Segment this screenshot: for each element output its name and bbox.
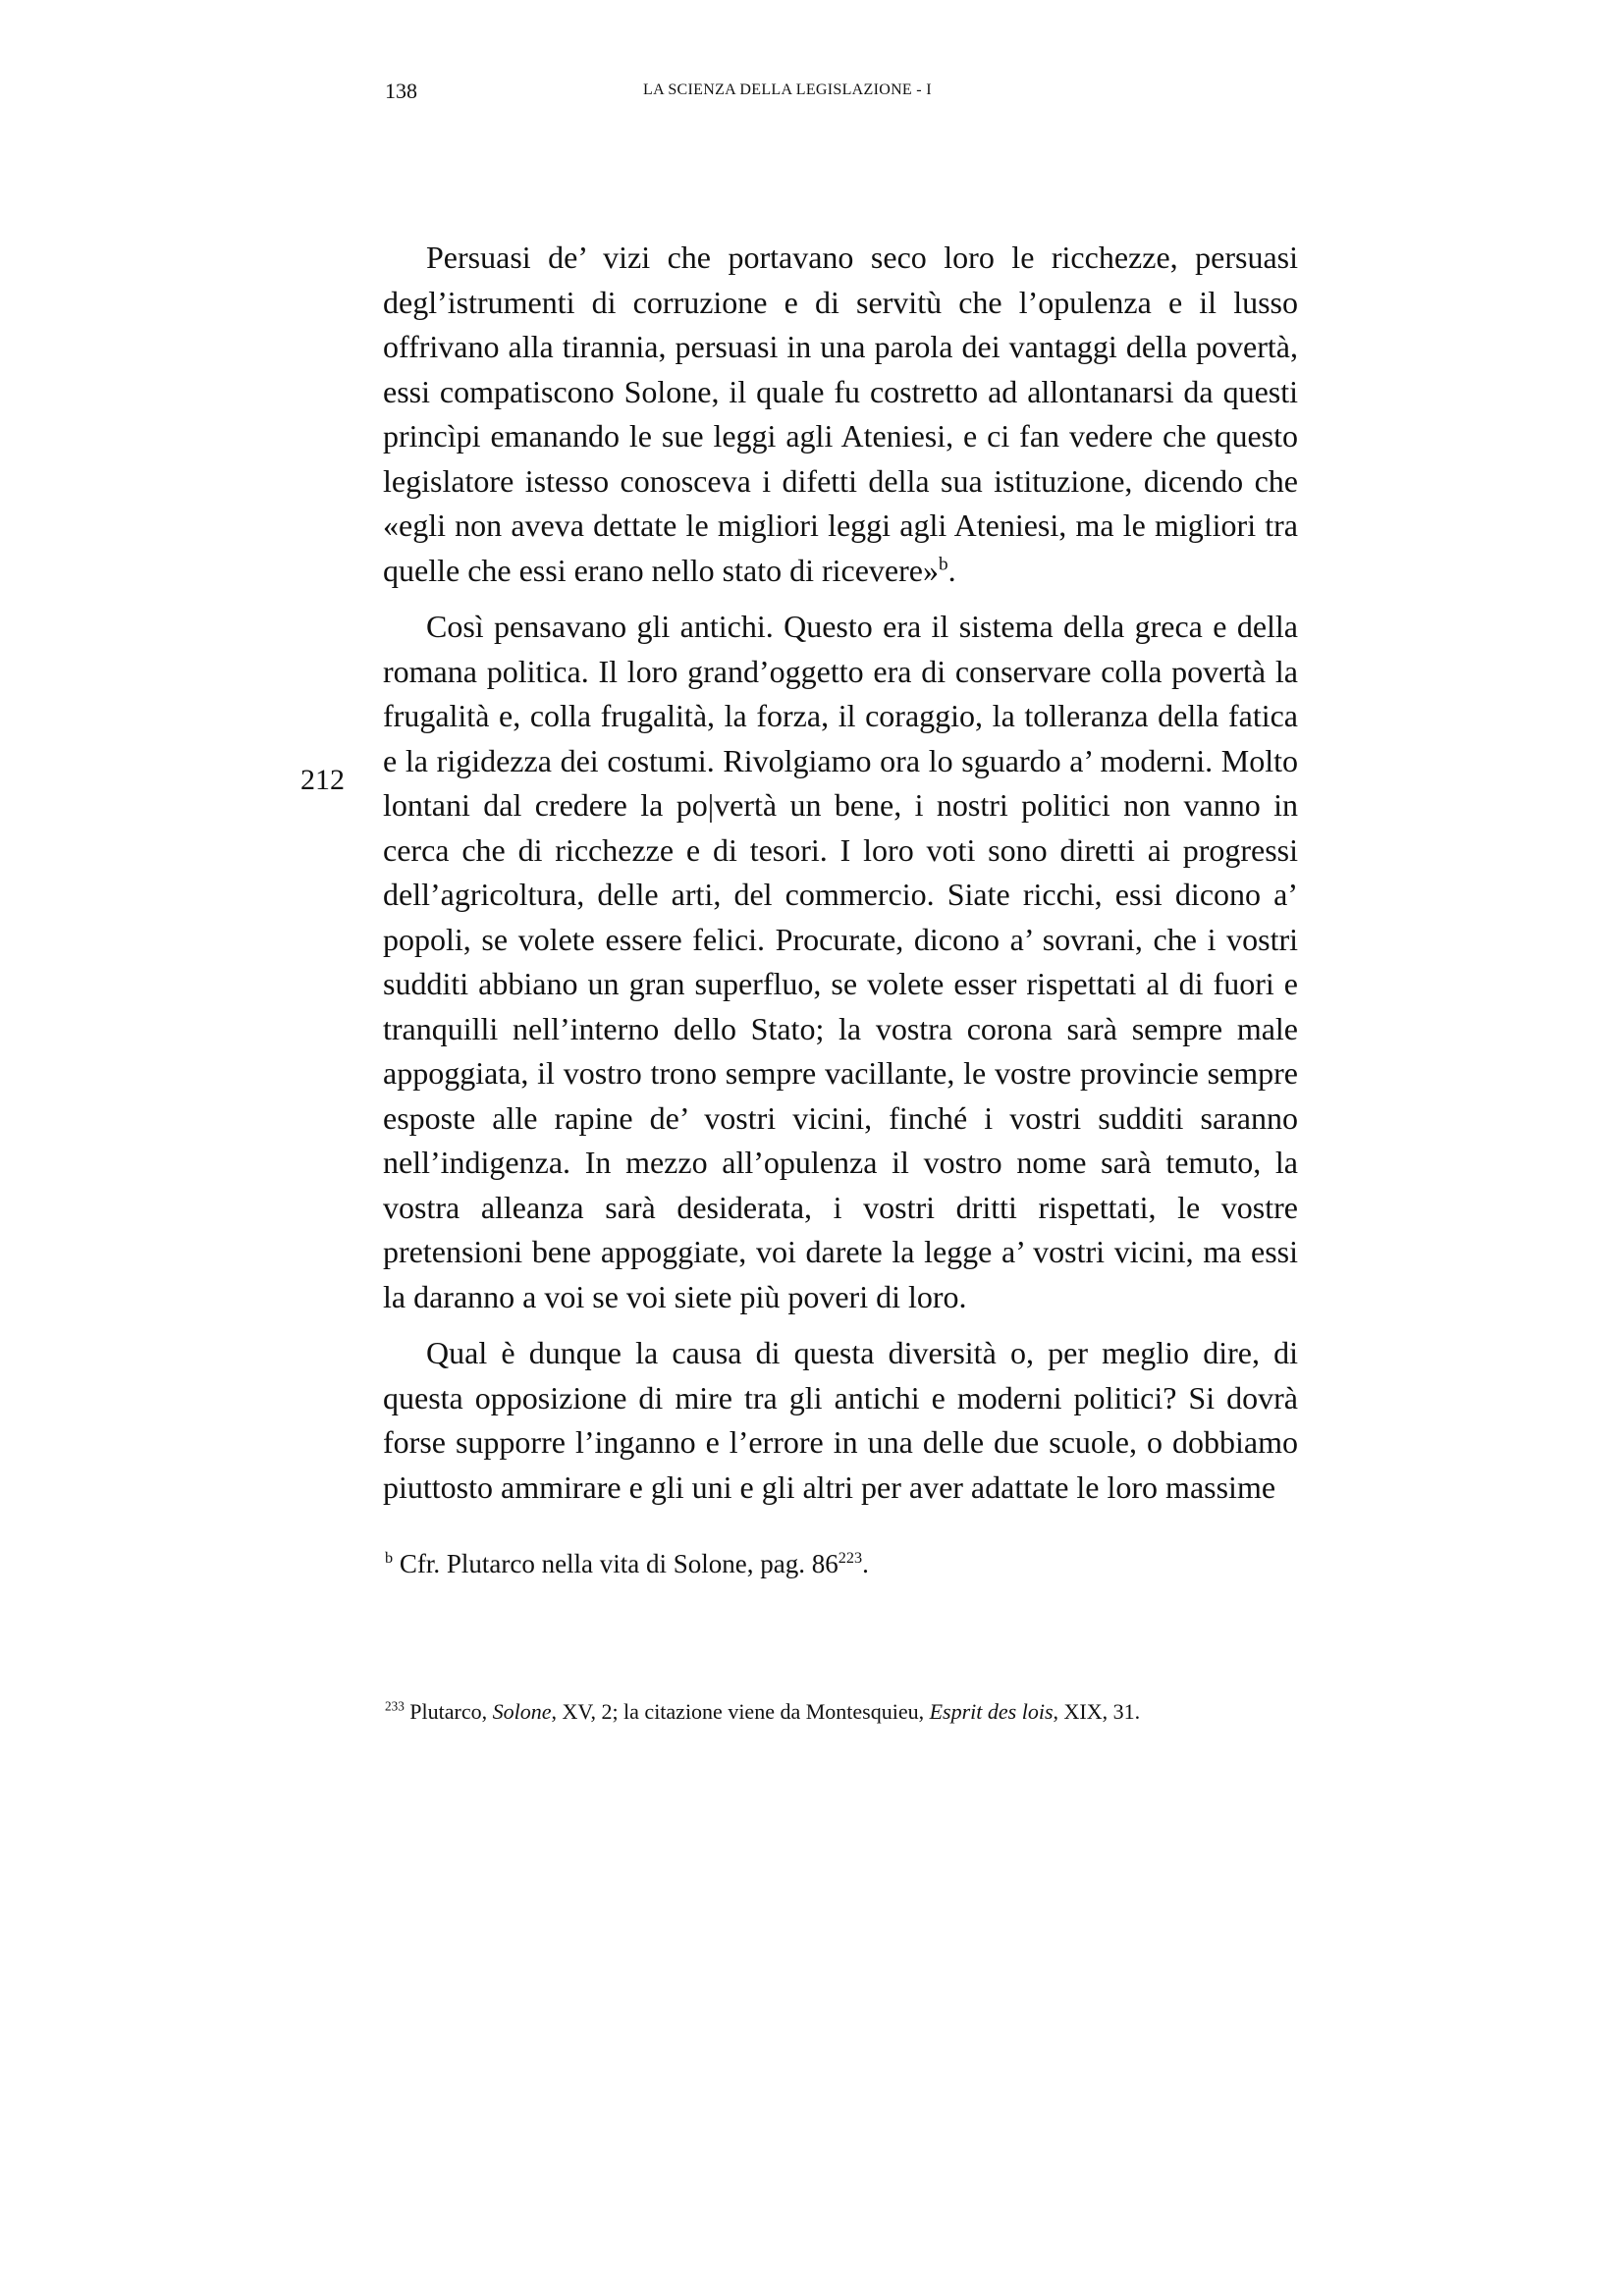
footnote-233-text-3: , XIX, 31. — [1053, 1699, 1141, 1724]
page-number: 138 — [385, 79, 417, 103]
page-break-marker: | — [707, 787, 715, 823]
footnote-233 — [385, 1699, 1140, 1725]
paragraph-1-text: Persuasi de’ vizi che portavano seco loro le ricchezze, persuasi degl’istrumenti di corruzione e di servitù che l’opulenza e il lusso offrivano alla tirannia, persuasi in una parola dei vantaggi della povertà, essi compatiscono Solone, il quale fu costretto ad allontanarsi da questi princìpi emanando le sue leggi agli Ateniesi, e ci fan vedere che questo legislatore istesso conosceva i difetti della sua istituzione, dicendo che «egli non aveva dettate le migliori leggi agli Ateniesi, ma le migliori tra quelle che essi erano nello stato di ricevere» — [383, 240, 1298, 588]
main-text — [383, 236, 1298, 1522]
paragraph-3-text: Qual è dunque la causa di questa diversità o, per meglio dire, di questa opposizione di mire tra gli antichi e moderni politici? Si dovrà forse supporre l’inganno e l’errore in una delle due scuole, o dobbiamo piuttosto ammirare e gli uni e gli altri per aver adattate le loro massime — [383, 1335, 1298, 1505]
paragraph-3 — [383, 1331, 1298, 1510]
margin-page-reference: 212 — [300, 764, 345, 796]
footnote-b-marker: b — [385, 1549, 394, 1567]
footnote-233-title-solone: Solone — [492, 1699, 552, 1724]
paragraph-1 — [383, 236, 1298, 593]
footnote-b-end: . — [862, 1549, 869, 1578]
running-title: LA SCIENZA DELLA LEGISLAZIONE - I — [643, 81, 932, 98]
paragraph-1-end: . — [947, 552, 956, 588]
footnote-b-ref: 223 — [838, 1549, 863, 1567]
footnote-233-text-2: , XV, 2; la citazione viene da Montesquieu, — [551, 1699, 930, 1724]
footnote-b — [385, 1549, 869, 1579]
footnote-b-text: Cfr. Plutarco nella vita di Solone, pag. 86 — [393, 1549, 839, 1578]
paragraph-2 — [383, 605, 1298, 1319]
footnote-ref-b: b — [938, 553, 948, 574]
footnote-233-title-esprit: Esprit des lois — [929, 1699, 1054, 1724]
footnote-233-number: 233 — [385, 1698, 405, 1714]
paragraph-2-text-part1: Così pensavano gli antichi. Questo era il sistema della greca e della romana politica. Il loro grand’oggetto era di conservare colla povertà la frugalità e, colla frugalità, la forza, il coraggio, la tolleranza della fatica e la rigidezza dei costumi. Rivolgiamo ora lo sguardo a’ moderni. Molto lontani dal credere la po — [383, 609, 1298, 823]
footnote-233-text-1: Plutarco, — [404, 1699, 493, 1724]
paragraph-2-text-part2: vertà un bene, i nostri politici non vanno in cerca che di ricchezze e di tesori. I loro voti sono diretti ai progressi dell’agricoltura, delle arti, del commercio. Siate ricchi, essi dicono a’ popoli, se volete essere felici. Procurate, dicono a’ sovrani, che i vostri sudditi abbiano un gran superfluo, se volete esser rispettati al di fuori e tranquilli nell’interno dello Stato; la vostra corona sarà sempre male appoggiata, il vostro trono sempre vacillante, le vostre provincie sempre esposte alle rapine de’ vostri vicini, finché i vostri sudditi saranno nell’indigenza. In mezzo all’opulenza il vostro nome sarà temuto, la vostra alleanza sarà desiderata, i vostri dritti rispettati, le vostre pretensioni bene appoggiate, voi darete la legge a’ vostri vicini, ma essi la daranno a voi se voi siete più poveri di loro. — [383, 787, 1299, 1314]
